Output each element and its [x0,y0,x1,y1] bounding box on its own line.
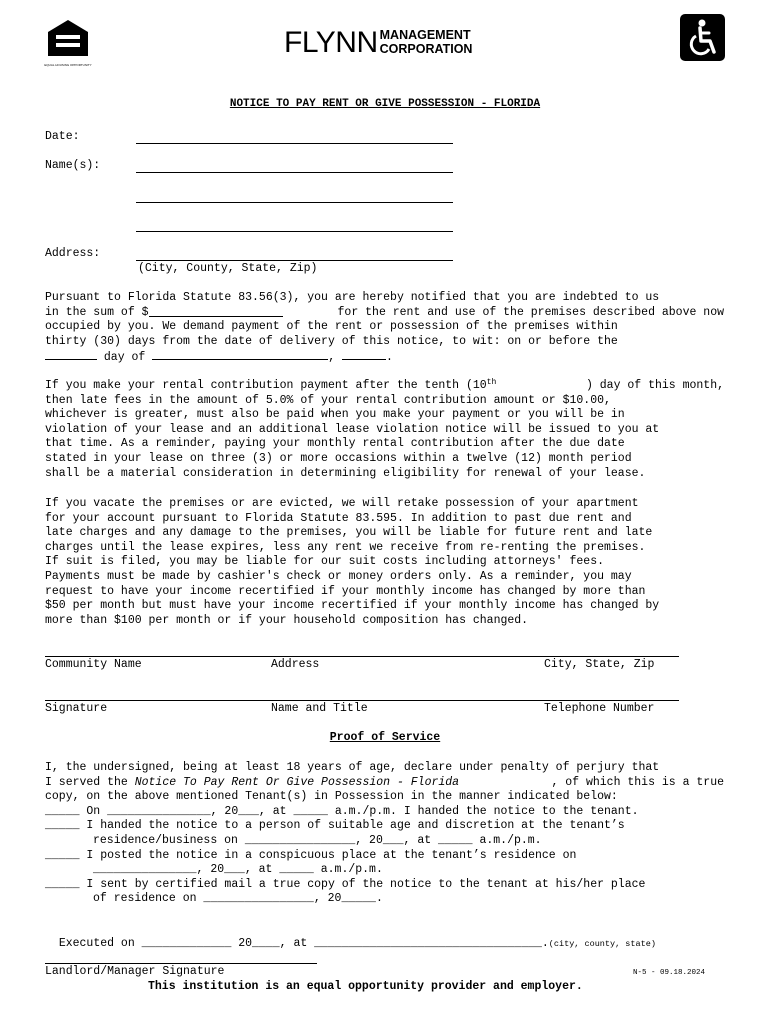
name-line-2[interactable] [136,202,453,203]
p3-line: request to have your income recertified if your monthly income has changed by more than [45,584,646,598]
p3-line: for your account pursuant to Florida Statute 83.595. In addition to past due rent and [45,511,632,525]
p1-line: thirty (30) days from the date of delivery of this notice, to wit: on or before the [45,334,618,348]
date-line[interactable] [136,143,453,144]
address-label: Address: [45,247,101,260]
paragraph-late-fees [45,379,724,481]
p3-line: If suit is filed, you may be liable for our suit costs including attorneys' fees. [45,555,604,569]
signature-label: Signature [45,702,108,715]
day-blank[interactable] [45,349,97,360]
p1-line: Pursuant to Florida Statute 83.56(3), you are hereby notified that you are indebted to us [45,291,660,304]
p1-line-date [45,349,724,366]
month-blank[interactable] [152,349,328,360]
paragraph-vacate [45,497,724,628]
signature-line[interactable] [45,700,679,701]
service-option-4-cont: of residence on ________________, 20_____. [93,892,383,906]
sum-blank[interactable] [149,306,283,317]
community-name-label: Community Name [45,658,142,671]
service-option-4[interactable]: _____ I sent by certified mail a true copy of the notice to the tenant at his/her place [45,877,646,891]
telephone-label: Telephone Number [544,702,655,715]
proof-declaration [45,761,724,907]
paragraph-pursuant [45,291,724,366]
p2-line: stated in your lease on three (3) or more occasions within a twelve (12) month period [45,451,632,465]
community-line[interactable] [45,656,679,657]
brand-bottom: CORPORATION [379,42,473,56]
p1-sum-text: for the rent and use of the premises described above now [337,305,724,319]
p1-day-label: day of [103,351,146,365]
brand-main: FLYNN [284,26,378,59]
accessibility-logo [680,14,725,61]
service-option-1[interactable]: _____ On _______________, 20___, at _____ a.m./p.m. I handed the notice to the tenant. [45,804,639,818]
p2-line: that time. As a reminder, paying your monthly rental contribution after the due date [45,437,625,451]
document-title: NOTICE TO PAY RENT OR GIVE POSSESSION - FLORIDA [229,98,541,110]
p3-line: charges until the lease expires, less any rent we receive from re-renting the premises. [45,540,646,554]
accessibility-icon [680,14,725,61]
year-blank[interactable] [342,349,386,360]
service-option-2-cont: residence/business on ________________, 20___, at _____ a.m./p.m. [93,833,542,847]
p2-line: whichever is greater, must also be paid when you make your payment or you will be in [45,408,625,422]
executed-line [45,922,656,951]
name-title-label: Name and Title [271,702,368,715]
p1-line: occupied by you. We demand payment of the rent or possession of the premises within [45,320,618,334]
equal-housing-logo [44,18,92,66]
p1-sum-label: in the sum of $ [45,305,149,319]
p2-line [45,379,724,394]
proof-heading: Proof of Service [329,731,441,744]
p2-text-b: ) day of this month, [585,379,724,392]
p1-line-sum [45,306,724,321]
executed-text[interactable]: Executed on _____________ 20____, at _________________________________. [58,936,549,950]
service-option-2[interactable]: _____ I handed the notice to a person of suitable age and discretion at the tenant’s [45,819,625,833]
proof-line [45,776,724,791]
proof-notice-title: Notice To Pay Rent Or Give Possession - Florida [134,775,460,789]
proof-served: I served the [45,775,135,789]
address-hint: (City, County, State, Zip) [138,262,318,275]
executed-suffix: (city, county, state) [548,938,656,949]
p1-period: . [386,351,393,365]
form-id: N-5 - 09.18.2024 [633,969,706,977]
proof-line: copy, on the above mentioned Tenant(s) in Possession in the manner indicated below: [45,790,618,804]
equal-housing-icon [44,18,92,58]
p3-line: Payments must be made by cashier's check or money orders only. As a reminder, you may [45,569,632,583]
name-line-1[interactable] [136,172,453,173]
company-logo [284,26,472,62]
address-col-label: Address [271,658,320,671]
p3-line: $50 per month but must have your income recertified if your monthly income has changed by [45,599,660,613]
address-line[interactable] [136,260,453,261]
p2-text-a: If you make your rental contribution payment after the tenth (10 [45,379,487,392]
proof-line: I, the undersigned, being at least 18 years of age, declare under penalty of perjury that [45,761,660,774]
p2-line: violation of your lease and an additional lease violation notice will be issued to you at [45,422,660,436]
name-line-3[interactable] [136,231,453,232]
date-label: Date: [45,130,80,143]
p2-sup: th [486,378,497,387]
p2-line: then late fees in the amount of 5.0% of your rental contribution amount or $10.00, [45,393,611,407]
landlord-signature-line[interactable] [45,963,317,964]
p3-line: late charges and any damage to the premises, you will be liable for future rent and late [45,526,653,540]
city-state-zip-label: City, State, Zip [544,658,655,671]
landlord-signature-label: Landlord/Manager Signature [45,965,225,978]
p1-comma: , [328,351,336,365]
brand-top: MANAGEMENT [379,28,471,42]
eho-caption: EQUAL HOUSING OPPORTUNITY [44,63,92,67]
p2-line: shall be a material consideration in determining eligibility for renewal of your lease. [45,466,646,480]
service-option-3-cont: _______________, 20___, at _____ a.m./p.m. [93,863,383,877]
eeo-statement: This institution is an equal opportunity provider and employer. [148,980,583,993]
proof-true-copy: , of which this is a true [551,775,724,789]
names-label: Name(s): [45,159,101,172]
p3-line: If you vacate the premises or are evicted, we will retake possession of your apartment [45,497,639,510]
service-option-3[interactable]: _____ I posted the notice in a conspicuous place at the tenant’s residence on [45,848,577,862]
p3-line: more than $100 per month or if your household composition has changed. [45,613,529,627]
